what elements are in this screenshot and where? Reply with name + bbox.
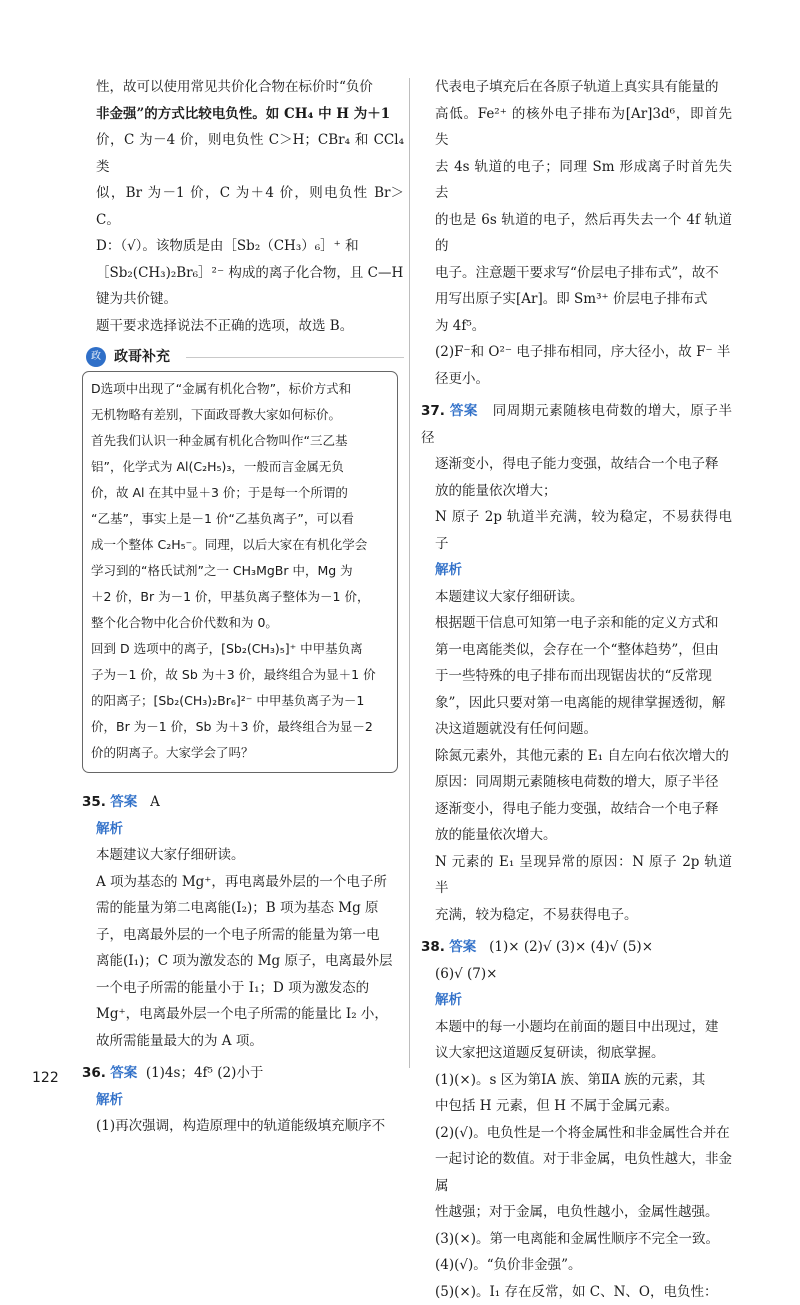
supplement-line: “乙基”，事实上是－1 价“乙基负离子”，可以看	[91, 506, 391, 532]
text-line: 用写出原子实[Ar]。即 Sm³⁺ 价层电子排布式	[435, 286, 732, 313]
q37-answer-line: N 原子 2p 轨道半充满，较为稳定，不易获得电子	[435, 504, 732, 557]
q38-line: 议大家把这道题反复研读，彻底掌握。	[435, 1040, 732, 1067]
text-line: 似，Br 为－1 价，C 为＋4 价，则电负性 Br＞C。	[96, 180, 404, 233]
q37-answer-line: 放的能量依次增大；	[435, 478, 732, 505]
q37-line: 象”，因此只要对第一电离能的规律掌握透彻，解	[435, 690, 732, 717]
q37-answer-first: 同周期元素随核电荷数的增大，原子半径	[421, 403, 732, 446]
text-line: D：（√）。该物质是由［Sb₂（CH₃）₆］⁺ 和	[96, 233, 404, 260]
q35-analysis-label: 解析	[96, 816, 404, 843]
q35-line: A 项为基态的 Mg⁺，再电离最外层的一个电子所	[96, 869, 404, 896]
q35-answer-line	[82, 789, 404, 816]
q36-answer-line	[82, 1060, 404, 1087]
q35-line: 子，电离最外层的一个电子所需的能量为第一电	[96, 922, 404, 949]
column-divider	[409, 78, 410, 1068]
q38-answer-first: (1)× (2)√ (3)× (4)√ (5)×	[489, 939, 653, 955]
text-line: 代表电子填充后在各原子轨道上真实具有能量的	[435, 74, 732, 101]
q36-answer: (1)4s；4f⁵ (2)小于	[146, 1065, 264, 1081]
text-line: 电子。注意题干要求写“价层电子排布式”，故不	[435, 260, 732, 287]
q38-number: 38.	[421, 939, 445, 955]
supplement-line: D选项中出现了“金属有机化合物”，标价方式和	[91, 376, 391, 402]
supplement-box	[82, 371, 398, 773]
q38-line: (2)(√)。电负性是一个将金属性和非金属性合并在	[435, 1120, 732, 1147]
page-number: 122	[32, 1070, 59, 1086]
text-line: 键为共价键。	[96, 286, 404, 313]
q38-answer-line	[421, 934, 732, 961]
supplement-header	[82, 343, 404, 371]
q36-analysis-label: 解析	[96, 1087, 404, 1114]
q35-line: 故所需能量最大的为 A 项。	[96, 1028, 404, 1055]
left-top-text	[82, 74, 404, 339]
supplement-line: 回到 D 选项中的离子，[Sb₂(CH₃)₅]⁺ 中甲基负离	[91, 636, 391, 662]
supplement-badge-icon: 政	[86, 347, 106, 367]
supplement-line: 子为－1 价，故 Sb 为＋3 价，最终组合为显＋1 价	[91, 662, 391, 688]
q35-line: 本题建议大家仔细研读。	[96, 842, 404, 869]
q37-answer-label: 答案	[450, 403, 478, 419]
text-line: 非金强”的方式比较电负性。如 CH₄ 中 H 为＋1	[96, 101, 404, 128]
q35-line: Mg⁺，电离最外层一个电子所需的能量比 I₂ 小，	[96, 1001, 404, 1028]
q37-line: 原因：同周期元素随核电荷数的增大，原子半径	[435, 769, 732, 796]
q37-analysis-label: 解析	[435, 557, 732, 584]
q37-line: N 元素的 E₁ 呈现异常的原因：N 原子 2p 轨道半	[435, 849, 732, 902]
right-column	[421, 74, 732, 1305]
q36-answer-label: 答案	[110, 1065, 137, 1081]
left-column	[82, 74, 404, 1140]
text-line: 高低。Fe²⁺ 的核外电子排布为[Ar]3d⁶，即首先失	[435, 101, 732, 154]
q36-line: (1)再次强调，构造原理中的轨道能级填充顺序不	[96, 1113, 404, 1140]
q38-line: (4)(√)。“负价非金强”。	[435, 1252, 732, 1279]
q35-line: 需的能量为第二电离能(I₂)；B 项为基态 Mg 原	[96, 895, 404, 922]
right-top-text	[421, 74, 732, 392]
q35-line: 离能(I₁)；C 项为激发态的 Mg 原子，电离最外层	[96, 948, 404, 975]
supplement-line: 价的阴离子。大家学会了吗？	[91, 740, 391, 766]
supplement-line: 学习到的“格氏试剂”之一 CH₃MgBr 中，Mg 为	[91, 558, 391, 584]
q35-number: 35.	[82, 794, 106, 810]
q37-line: 除氮元素外，其他元素的 E₁ 自左向右依次增大的	[435, 743, 732, 770]
supplement-line: 整个化合物中化合价代数和为 0。	[91, 610, 391, 636]
supplement-line: 铝”，化学式为 Al(C₂H₅)₃，一般而言金属无负	[91, 454, 391, 480]
supplement-title: 政哥补充	[114, 346, 170, 366]
text-line: 为 4f⁵。	[435, 313, 732, 340]
text-line: 价，C 为－4 价，则电负性 C＞H；CBr₄ 和 CCl₄ 类	[96, 127, 404, 180]
question-38	[421, 934, 732, 1305]
q37-number: 37.	[421, 403, 445, 419]
q37-line: 充满，较为稳定，不易获得电子。	[435, 902, 732, 929]
supplement-line: ＋2 价，Br 为－1 价，甲基负离子整体为－1 价，	[91, 584, 391, 610]
supplement-line: 无机物略有差别，下面政哥教大家如何标价。	[91, 402, 391, 428]
q37-line: 本题建议大家仔细研读。	[435, 584, 732, 611]
q38-line: (3)(×)。第一电离能和金属性顺序不完全一致。	[435, 1226, 732, 1253]
q38-line: (1)(×)。s 区为第ⅠA 族、第ⅡA 族的元素，其	[435, 1067, 732, 1094]
q38-answer-label: 答案	[449, 939, 476, 955]
q37-answer-line: 逐渐变小，得电子能力变强，故结合一个电子释	[435, 451, 732, 478]
q38-line: (5)(×)。I₁ 存在反常，如 C、N、O，电负性：	[435, 1279, 732, 1305]
supplement-line: 成一个整体 C₂H₅⁻。同理，以后大家在有机化学会	[91, 532, 391, 558]
text-line: 去 4s 轨道的电子；同理 Sm 形成离子时首先失去	[435, 154, 732, 207]
q37-line: 于一些特殊的电子排布而出现锯齿状的“反常现	[435, 663, 732, 690]
q37-line: 放的能量依次增大。	[435, 822, 732, 849]
supplement-line: 价，故 Al 在其中显＋3 价；于是每一个所谓的	[91, 480, 391, 506]
q38-line: 性越强；对于金属，电负性越小，金属性越强。	[435, 1199, 732, 1226]
q37-line: 第一电离能类似，会存在一个“整体趋势”，但由	[435, 637, 732, 664]
text-line: 题干要求选择说法不正确的选项，故选 B。	[96, 313, 404, 340]
q35-answer-label: 答案	[110, 794, 137, 810]
q37-answer-line	[421, 398, 732, 451]
q38-line: 一起讨论的数值。对于非金属，电负性越大，非金属	[435, 1146, 732, 1199]
text-line: 的也是 6s 轨道的电子，然后再失去一个 4f 轨道的	[435, 207, 732, 260]
q36-number: 36.	[82, 1065, 106, 1081]
q37-line: 逐渐变小，得电子能力变强，故结合一个电子释	[435, 796, 732, 823]
text-line: 性，故可以使用常见共价化合物在标价时“负价	[96, 74, 404, 101]
question-37	[421, 398, 732, 928]
q37-line: 根据题干信息可知第一电子亲和能的定义方式和	[435, 610, 732, 637]
q38-line: 中包括 H 元素，但 H 不属于金属元素。	[435, 1093, 732, 1120]
supplement-line: 的阳离子；[Sb₂(CH₃)₂Br₆]²⁻ 中甲基负离子为－1	[91, 688, 391, 714]
q38-answer-line: (6)√ (7)×	[435, 961, 732, 988]
q38-analysis-label: 解析	[435, 987, 732, 1014]
q38-line: 本题中的每一小题均在前面的题目中出现过，建	[435, 1014, 732, 1041]
supplement-line: 首先我们认识一种金属有机化合物叫作“三乙基	[91, 428, 391, 454]
text-line: (2)F⁻和 O²⁻ 电子排布相同，序大径小，故 F⁻ 半	[435, 339, 732, 366]
q35-line: 一个电子所需的能量小于 I₁；D 项为激发态的	[96, 975, 404, 1002]
text-line: 径更小。	[435, 366, 732, 393]
question-35	[82, 789, 404, 1054]
supplement-line: 价，Br 为－1 价，Sb 为＋3 价，最终组合为显－2	[91, 714, 391, 740]
supplement-rule	[186, 357, 404, 358]
q35-answer: A	[150, 794, 160, 810]
q37-line: 决这道题就没有任何问题。	[435, 716, 732, 743]
text-line: ［Sb₂(CH₃)₂Br₆］²⁻ 构成的离子化合物，且 C—H	[96, 260, 404, 287]
question-36	[82, 1060, 404, 1140]
